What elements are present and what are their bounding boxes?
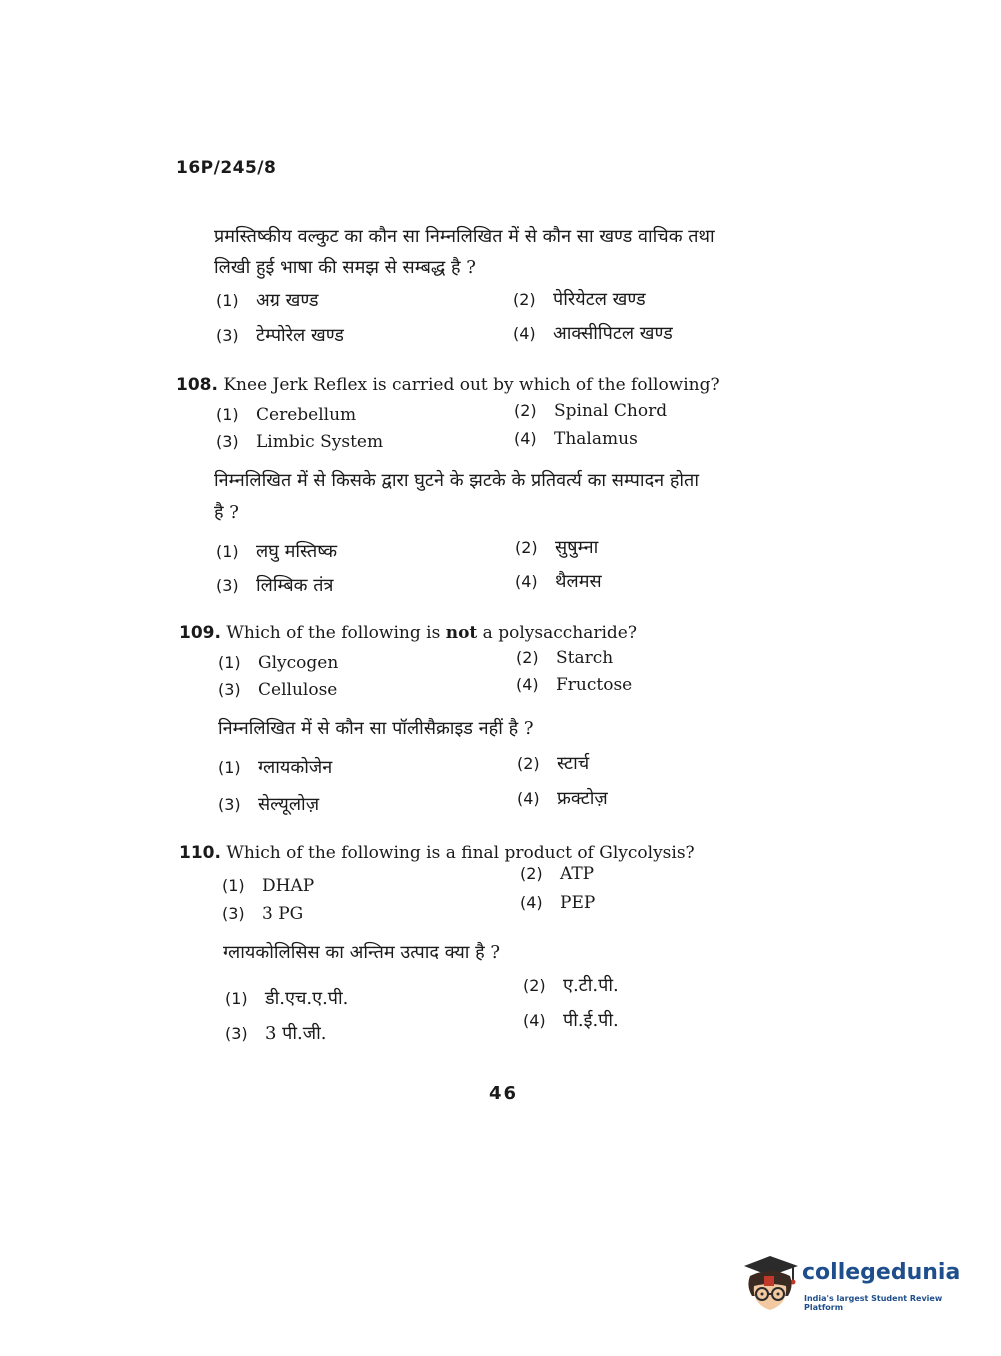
q107-hindi-option-3: (3) टेम्पोरेल खण्ड	[216, 325, 344, 346]
q110-option-3: (3) 3 PG	[222, 904, 304, 924]
q108-hindi-option-4: (4) थैलमस	[515, 571, 602, 592]
q107-hindi-line2: लिखी हुई भाषा की समझ से सम्बद्ध है ?	[214, 257, 476, 278]
q109-hindi: निम्नलिखित में से कौन सा पॉलीसैक्राइड नहीं है ?	[218, 718, 534, 739]
q107-hindi-line1: प्रमस्तिष्कीय वल्कुट का कौन सा निम्नलिखित में से कौन सा खण्ड वाचिक तथा	[214, 226, 715, 247]
q110-question: 110. Which of the following is a final product of Glycolysis?	[179, 843, 695, 863]
q109-question: 109. Which of the following is not a polysaccharide?	[179, 623, 637, 643]
q108-hindi-option-2: (2) सुषुम्ना	[515, 537, 599, 558]
q110-hindi-option-3: (3) 3 पी.जी.	[225, 1023, 327, 1044]
q110-hindi: ग्लायकोलिसिस का अन्तिम उत्पाद क्या है ?	[223, 942, 501, 963]
q109-hindi-option-2: (2) स्टार्च	[517, 753, 590, 774]
q109-option-1: (1) Glycogen	[218, 653, 339, 673]
q109-option-3: (3) Cellulose	[218, 680, 338, 700]
logo-wordmark: collegedunia	[802, 1260, 961, 1285]
q108-option-1: (1) Cerebellum	[216, 405, 357, 425]
q108-hindi-line2: है ?	[214, 502, 239, 523]
q109-option-4: (4) Fructose	[516, 675, 633, 695]
page-number: 46	[489, 1083, 519, 1104]
q110-option-4: (4) PEP	[520, 893, 596, 913]
q107-hindi-option-4: (4) आक्सीपिटल खण्ड	[513, 323, 673, 344]
q108-hindi-line1: निम्नलिखित में से किसके द्वारा घुटने के झटके के प्रतिवर्त्य का सम्पादन होता	[214, 470, 699, 491]
q109-hindi-option-1: (1) ग्लायकोजेन	[218, 757, 333, 778]
q108-hindi-option-3: (3) लिम्बिक तंत्र	[216, 575, 334, 596]
q110-option-2: (2) ATP	[520, 864, 595, 884]
q110-hindi-option-4: (4) पी.ई.पी.	[523, 1010, 619, 1031]
student-mascot-icon	[740, 1252, 800, 1316]
q109-option-2: (2) Starch	[516, 648, 614, 668]
q109-hindi-option-4: (4) फ्रक्टोज़	[517, 788, 608, 809]
collegedunia-logo	[740, 1252, 970, 1322]
q108-option-3: (3) Limbic System	[216, 432, 384, 452]
q108-hindi-option-1: (1) लघु मस्तिष्क	[216, 541, 338, 562]
q108-option-4: (4) Thalamus	[514, 429, 638, 449]
paper-code: 16P/245/8	[176, 158, 277, 178]
q110-hindi-option-1: (1) डी.एच.ए.पी.	[225, 988, 349, 1009]
q108-question: 108. Knee Jerk Reflex is carried out by which of the following?	[176, 375, 720, 395]
q110-hindi-option-2: (2) ए.टी.पी.	[523, 975, 619, 996]
q107-hindi-option-1: (1) अग्र खण्ड	[216, 290, 319, 311]
q110-option-1: (1) DHAP	[222, 876, 315, 896]
q109-hindi-option-3: (3) सेल्यूलोज़	[218, 794, 320, 815]
logo-tagline: India's largest Student Review Platform	[804, 1294, 943, 1312]
q108-option-2: (2) Spinal Chord	[514, 401, 668, 421]
q107-hindi-option-2: (2) पेरियेटल खण्ड	[513, 289, 646, 310]
